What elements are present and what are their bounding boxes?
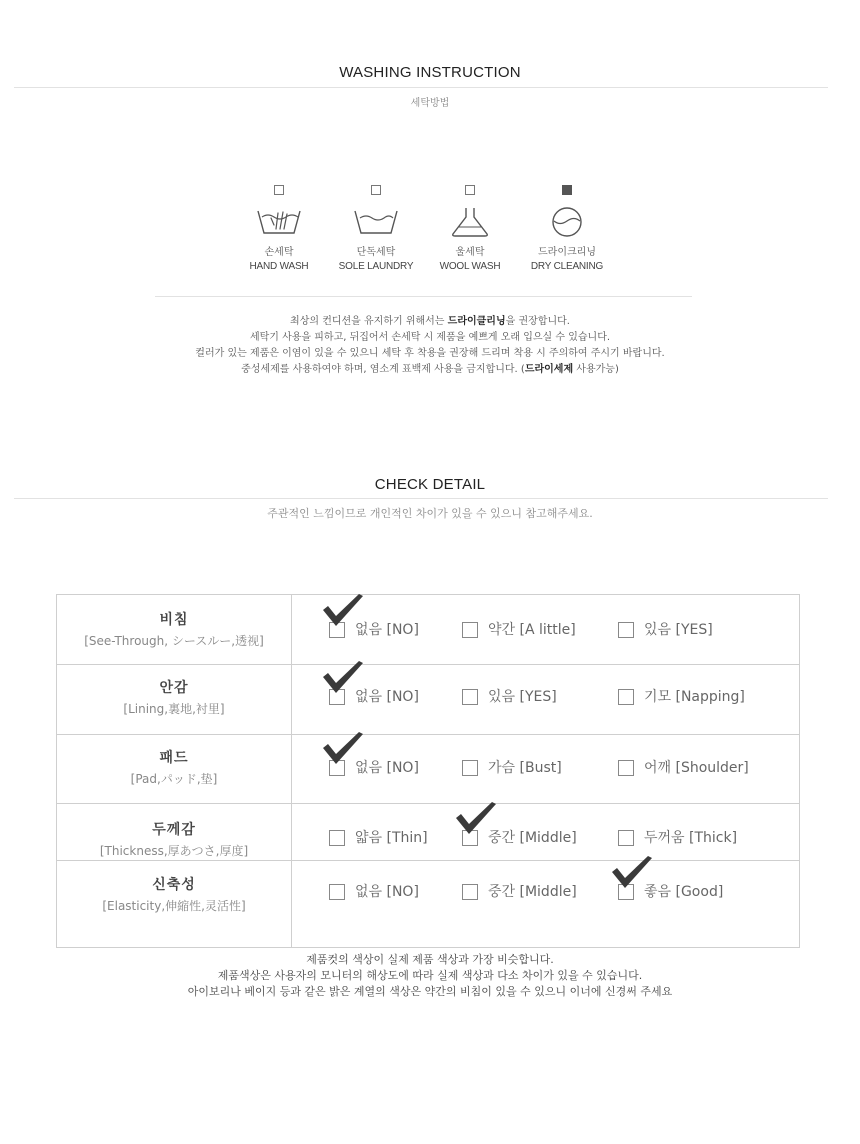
check-option-label: 어깨 [Shoulder] xyxy=(644,760,749,776)
check-option-label: 없음 [NO] xyxy=(355,622,419,638)
check-option-label: 중간 [Middle] xyxy=(488,884,577,900)
table-column-divider xyxy=(291,595,292,947)
row-label xyxy=(57,609,291,649)
checkbox[interactable] xyxy=(618,760,634,776)
dry-clean-icon xyxy=(544,207,590,237)
check-option-label: 있음 [YES] xyxy=(644,622,713,638)
check-option-label: 없음 [NO] xyxy=(355,884,419,900)
checkbox[interactable] xyxy=(462,689,478,705)
wash-note-line: 세탁기 사용을 피하고, 뒤집어서 손세탁 시 제품을 예쁘게 오래 입으실 수 있습니다. xyxy=(249,332,611,343)
checkbox[interactable] xyxy=(618,622,634,638)
checkbox[interactable] xyxy=(618,830,634,846)
color-note-line: 아이보리나 베이지 등과 같은 밝은 계열의 색상은 약간의 비침이 있을 수 있으니 이너에 신경써 주세요 xyxy=(187,985,673,998)
wash-label-ko: 손세탁 xyxy=(264,247,294,258)
check-option-label: 없음 [NO] xyxy=(355,760,419,776)
check-option-label: 약간 [A little] xyxy=(488,622,576,638)
wash-checkbox-checked xyxy=(562,185,572,195)
row-label-ko: 패드 xyxy=(159,750,189,766)
wash-label-en: SOLE LAUNDRY xyxy=(338,261,414,272)
row-label xyxy=(57,874,291,914)
checkbox[interactable] xyxy=(618,689,634,705)
wash-notes-divider xyxy=(155,296,692,297)
wash-label-en: HAND WASH xyxy=(249,261,309,272)
row-label-sub: [Elasticity,伸縮性,灵活性] xyxy=(102,899,246,913)
wash-method-wool xyxy=(422,185,518,272)
color-notes xyxy=(0,952,860,1000)
check-table xyxy=(56,594,800,948)
wash-method-dry xyxy=(519,185,615,272)
washing-subtitle: 세탁방법 xyxy=(410,98,450,109)
wash-label-ko: 드라이크리닝 xyxy=(538,247,596,258)
check-divider xyxy=(14,498,828,499)
row-label-sub: [Pad,パッド,垫] xyxy=(130,772,218,786)
check-option-label: 있음 [YES] xyxy=(488,689,557,705)
flask-icon xyxy=(447,207,493,237)
wash-checkbox xyxy=(465,185,475,195)
wash-label-ko: 울세탁 xyxy=(455,247,485,258)
washing-divider xyxy=(14,87,828,88)
row-label-sub: [See-Through, シースルー,透视] xyxy=(84,634,264,648)
check-option-label: 얇음 [Thin] xyxy=(355,830,428,846)
row-label-ko: 두께감 xyxy=(152,822,196,838)
checkbox[interactable] xyxy=(462,760,478,776)
washing-title: WASHING INSTRUCTION xyxy=(339,64,521,81)
wash-notes xyxy=(0,314,860,378)
checkbox[interactable] xyxy=(329,884,345,900)
wash-label-en: WOOL WASH xyxy=(439,261,501,272)
check-option-label: 없음 [NO] xyxy=(355,689,419,705)
check-option-label: 중간 [Middle] xyxy=(488,830,577,846)
row-label xyxy=(57,747,291,787)
wash-checkbox xyxy=(371,185,381,195)
check-subtitle: 주관적인 느낌이므로 개인적인 차이가 있을 수 있으니 참고해주세요. xyxy=(267,507,593,520)
wash-note-line: 최상의 컨디션을 유지하기 위해서는 드라이클리닝을 권장합니다. xyxy=(290,316,570,327)
table-row-divider xyxy=(57,803,799,804)
wash-note-line: 중성세제를 사용하여야 하며, 염소계 표백제 사용을 금지합니다. (드라이세제 사용가능) xyxy=(241,364,619,375)
row-label xyxy=(57,819,291,859)
checkbox[interactable] xyxy=(329,830,345,846)
checkbox[interactable] xyxy=(462,622,478,638)
row-label-sub: [Lining,裏地,衬里] xyxy=(123,702,225,716)
basin-icon xyxy=(353,207,399,237)
check-option-label: 기모 [Napping] xyxy=(644,689,745,705)
hand-wash-icon xyxy=(256,207,302,237)
color-note-line: 제품색상은 사용자의 모니터의 해상도에 따라 실제 색상과 다소 차이가 있을 수 있습니다. xyxy=(217,969,643,982)
color-note-line: 제품컷의 색상이 실제 제품 색상과 가장 비슷합니다. xyxy=(306,953,554,966)
row-label-ko: 신축성 xyxy=(152,877,196,893)
table-row-divider xyxy=(57,664,799,665)
check-option-label: 좋음 [Good] xyxy=(644,884,724,900)
wash-method-sole xyxy=(328,185,424,272)
table-row-divider xyxy=(57,734,799,735)
wash-label-ko: 단독세탁 xyxy=(356,247,396,258)
wash-note-line: 컬러가 있는 제품은 이염이 있을 수 있으니 세탁 후 착용을 권장해 드리며 착용 시 주의하여 주시기 바랍니다. xyxy=(195,348,665,359)
check-option-label: 가슴 [Bust] xyxy=(488,760,562,776)
wash-method-hand xyxy=(231,185,327,272)
wash-label-en: DRY CLEANING xyxy=(530,261,604,272)
row-label xyxy=(57,677,291,717)
check-option-label: 두꺼움 [Thick] xyxy=(644,830,738,846)
row-label-sub: [Thickness,厚あつさ,厚度] xyxy=(99,844,249,858)
table-row-divider xyxy=(57,860,799,861)
checkbox[interactable] xyxy=(462,884,478,900)
row-label-ko: 안감 xyxy=(159,680,189,696)
wash-checkbox xyxy=(274,185,284,195)
row-label-ko: 비침 xyxy=(159,612,189,628)
check-title: CHECK DETAIL xyxy=(374,476,486,493)
